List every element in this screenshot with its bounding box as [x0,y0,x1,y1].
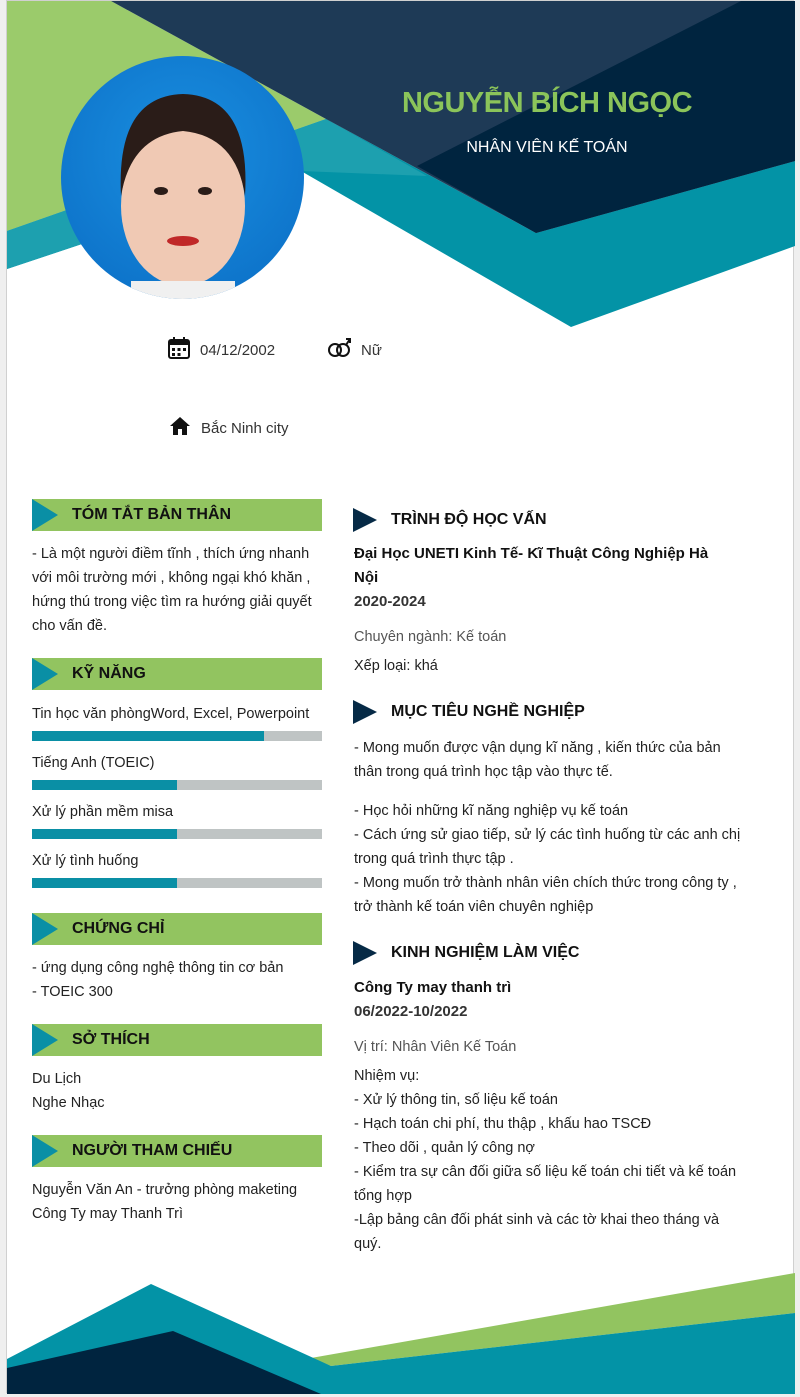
cert-item: - TOEIC 300 [32,984,113,1000]
education-heading [353,504,547,536]
skills-heading [32,658,322,690]
triangle-icon [32,658,58,690]
address [169,416,289,440]
refs-heading [32,1135,322,1167]
triangle-icon [353,700,377,724]
triangle-icon [353,941,377,965]
duty-item: - Theo dõi , quản lý công nợ [354,1140,535,1156]
goal-line: - Cách ứng sử giao tiếp, sử lý các tình huống từ các anh chị trong quá trình thực tập . [354,827,741,867]
triangle-icon [353,508,377,532]
skill-label: Xử lý tình huống [32,853,139,869]
duty-item: -Lập bảng cân đối phát sinh và các tờ khai theo tháng và quý. [354,1212,720,1252]
hobby-item: Nghe Nhạc [32,1095,105,1111]
birthdate-value: 04/12/2002 [200,341,276,359]
triangle-icon [32,499,58,531]
triangle-icon [32,1135,58,1167]
summary-heading [32,499,322,531]
profile-photo [61,56,304,299]
position: Vị trí: Nhân Viên Kế Toán [354,1039,517,1055]
heading-text: SỞ THÍCH [72,1031,150,1048]
skill-bar [32,731,322,741]
gender [327,337,382,363]
goal-paragraph: - Mong muốn được vận dụng kĩ năng , kiến thức của bản thân trong quá trình học tập vào thực tế. [354,740,721,780]
gender-icon [327,337,351,363]
company-name: Công Ty may thanh trì [354,979,512,996]
duty-item: - Kiểm tra sự cân đối giữa số liệu kế toán chi tiết và kế toán tổng hợp [354,1164,737,1204]
heading-text: KỸ NĂNG [72,665,146,682]
skill-bar-fill [32,829,177,839]
duty-item: - Xử lý thông tin, số liệu kế toán [354,1092,558,1108]
summary-text: - Là một người điềm tĩnh , thích ứng nhanh với môi trường mới , không ngại khó khăn , hứng thú trong việc tìm ra hướng giải quyết cho vấn đề. [32,546,312,634]
cert-item: - ứng dụng công nghệ thông tin cơ bản [32,960,284,976]
goals-heading [353,696,585,728]
skill-bar [32,878,322,888]
triangle-icon [32,1024,58,1056]
skill-bar [32,780,322,790]
school-name: Đại Học UNETI Kinh Tế- Kĩ Thuật Công Nghiệp Hà Nội [354,545,709,586]
hobby-item: Du Lịch [32,1071,82,1087]
candidate-name: NGUYỄN BÍCH NGỌC [401,87,693,119]
heading-text: NGƯỜI THAM CHIẾU [72,1142,233,1159]
heading-text: MỤC TIÊU NGHỀ NGHIỆP [391,703,585,720]
experience-heading [353,937,579,969]
grade: Xếp loại: khá [354,658,438,674]
address-value: Bắc Ninh city [201,419,289,437]
skill-bar-fill [32,878,177,888]
goal-line: - Học hỏi những kĩ năng nghiệp vụ kế toán [354,803,629,819]
hobbies-heading [32,1024,322,1056]
duties-label: Nhiệm vụ: [354,1068,420,1084]
duty-item: - Hạch toán chi phí, thu thập , khấu hao TSCĐ [354,1116,652,1132]
home-icon [169,416,191,440]
heading-text: TRÌNH ĐỘ HỌC VẤN [391,511,547,528]
ref-line: Công Ty may Thanh Trì [32,1206,183,1222]
skill-bar-fill [32,780,177,790]
job-title: NHÂN VIÊN KẾ TOÁN [466,139,628,156]
ref-line: Nguyễn Văn An - trưởng phòng maketing [32,1182,298,1198]
heading-text: CHỨNG CHỈ [72,920,165,937]
work-period: 06/2022-10/2022 [354,1003,468,1020]
birthdate [168,337,275,363]
gender-value: Nữ [361,341,382,359]
heading-text: TÓM TẮT BẢN THÂN [72,506,232,523]
skill-label: Xử lý phần mềm misa [32,804,174,820]
skill-label: Tin học văn phòngWord, Excel, Powerpoint [32,706,310,722]
skill-bar-fill [32,731,264,741]
heading-text: KINH NGHIỆM LÀM VIỆC [391,944,580,961]
calendar-icon [168,337,190,363]
goal-line: - Mong muốn trở thành nhân viên chích thức trong công ty , trở thành kế toán viên chuyên nghiệp [354,875,737,915]
major: Chuyên ngành: Kế toán [354,629,507,645]
education-years: 2020-2024 [354,593,426,610]
skill-bar [32,829,322,839]
skill-label: Tiếng Anh (TOEIC) [32,755,155,771]
cv-page [6,0,794,1393]
triangle-icon [32,913,58,945]
certs-heading [32,913,322,945]
